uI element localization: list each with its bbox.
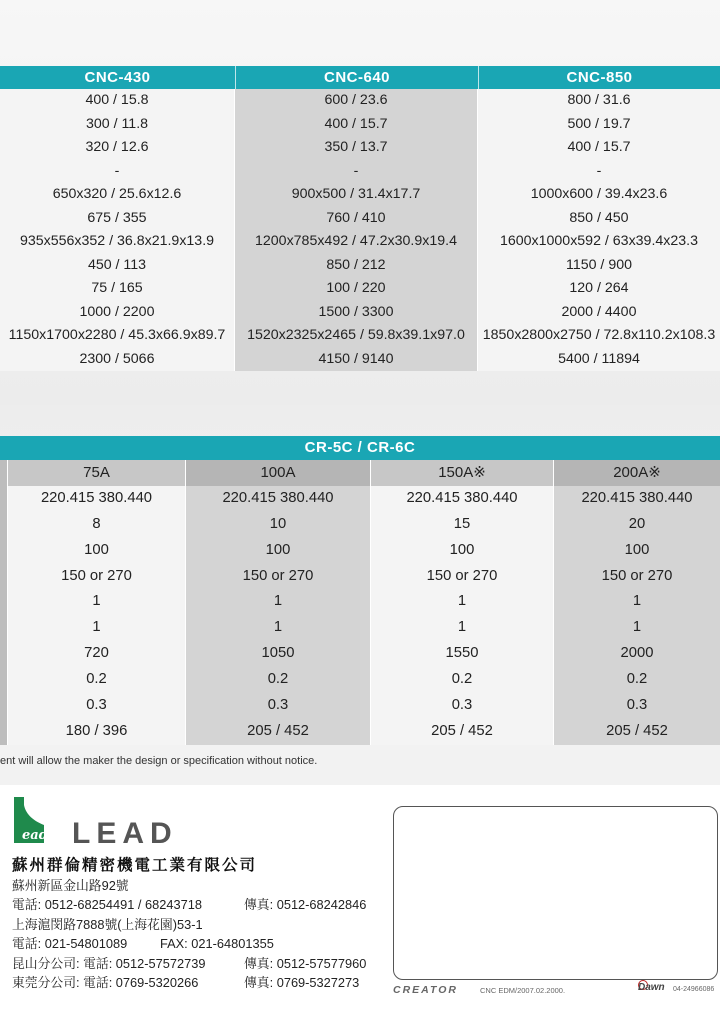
table-cell: 1 [8, 615, 186, 641]
table-cell: 75 / 165 [0, 277, 235, 301]
table-cell: 100 [554, 538, 720, 564]
row-stub [0, 486, 8, 512]
table-cell: 220.415 380.440 [554, 486, 720, 512]
table-row [0, 160, 720, 184]
table-row [0, 693, 720, 719]
dawn-label: Dawn [638, 982, 665, 993]
row-stub [0, 589, 8, 615]
table-cell: 220.415 380.440 [8, 486, 186, 512]
table-cell: 1 [371, 615, 554, 641]
table-cell: 720 [8, 641, 186, 667]
suzhou-address: 蘇州新區金山路92號 [12, 878, 129, 893]
amperage-header-row [0, 460, 720, 486]
table-cell: 1050 [186, 641, 371, 667]
table-row [0, 615, 720, 641]
table-cell: 1 [8, 589, 186, 615]
table-cell: 220.415 380.440 [371, 486, 554, 512]
disclaimer-note: ent will allow the maker the design or specification without notice. [0, 755, 318, 767]
table-cell: 1520x2325x2465 / 59.8x39.1x97.0 [235, 324, 478, 348]
table-cell: - [478, 160, 720, 184]
table-row [0, 113, 720, 137]
table-cell: 0.2 [8, 667, 186, 693]
table-cell: 675 / 355 [0, 207, 235, 231]
table-cell: 1850x2800x2750 / 72.8x110.2x108.3 [478, 324, 720, 348]
table-cell: 100 [371, 538, 554, 564]
table-cell: 15 [371, 512, 554, 538]
table-cell: 760 / 410 [235, 207, 478, 231]
dongguan-phone: 東莞分公司: 電話: 0769-5320266 [12, 975, 199, 991]
table-cell: 100 [8, 538, 186, 564]
table-cell: 20 [554, 512, 720, 538]
table-row [0, 564, 720, 590]
table-cell: 600 / 23.6 [235, 89, 478, 113]
table-cell: 4150 / 9140 [235, 348, 478, 372]
row-stub [0, 460, 8, 486]
kunshan-fax: 傳真: 0512-57577960 [244, 955, 367, 971]
creator-label: CREATOR [393, 984, 458, 996]
power-supply-title: CR-5C / CR-6C [0, 436, 720, 460]
table-cell: 400 / 15.8 [0, 89, 235, 113]
model-header-cell: CNC-430 [84, 69, 151, 86]
power-supply-table [0, 436, 720, 745]
row-stub [0, 719, 8, 745]
contact-info [12, 876, 366, 992]
table-cell: 500 / 19.7 [478, 113, 720, 137]
row-stub [0, 538, 8, 564]
table-cell: 350 / 13.7 [235, 136, 478, 160]
table-cell: 150 or 270 [8, 564, 186, 590]
company-name: 蘇州群倫精密機電工業有限公司 [12, 857, 258, 874]
table-cell: 150 or 270 [371, 564, 554, 590]
shanghai-address: 上海滬閔路7888號(上海花園)53-1 [12, 916, 203, 932]
table-cell: 205 / 452 [186, 719, 371, 745]
table-row [0, 277, 720, 301]
edm-code: CNC EDM/2007.02.2000. [480, 986, 566, 995]
table-cell: 150 or 270 [186, 564, 371, 590]
table-row [0, 512, 720, 538]
shanghai-fax: FAX: 021-64801355 [160, 936, 274, 952]
table-row [0, 183, 720, 207]
table-row [0, 719, 720, 745]
table-cell: 935x556x352 / 36.8x21.9x13.9 [0, 230, 235, 254]
table-cell: 650x320 / 25.6x12.6 [0, 183, 235, 207]
table-cell: 1600x1000x592 / 63x39.4x23.3 [478, 230, 720, 254]
logo-text: LEAD [72, 817, 178, 848]
table-cell: 400 / 15.7 [235, 113, 478, 137]
kunshan-phone: 昆山分公司: 電話: 0512-57572739 [12, 955, 206, 971]
model-header-cell: CNC-850 [478, 66, 720, 89]
table-cell: 1 [371, 589, 554, 615]
table-row [0, 136, 720, 160]
table-cell: 1 [186, 615, 371, 641]
table-row [0, 538, 720, 564]
table-cell: 0.2 [186, 667, 371, 693]
table-cell: 0.2 [554, 667, 720, 693]
table-cell: 0.3 [371, 693, 554, 719]
amperage-header-cell: 100A [186, 460, 371, 486]
table-cell: 850 / 450 [478, 207, 720, 231]
model-header-cell: CNC-640 [235, 66, 478, 89]
cnc-model-header-row [0, 66, 720, 89]
table-row [0, 486, 720, 512]
table-cell: 2000 [554, 641, 720, 667]
row-stub [0, 667, 8, 693]
suzhou-fax: 傳真: 0512-68242846 [244, 897, 367, 913]
table-cell: 800 / 31.6 [478, 89, 720, 113]
amperage-header-cell: 150A※ [371, 460, 554, 486]
row-stub [0, 512, 8, 538]
table-row [0, 89, 720, 113]
table-row [0, 254, 720, 278]
lead-logo [12, 793, 242, 848]
table-cell: 120 / 264 [478, 277, 720, 301]
table-cell: 1000x600 / 39.4x23.6 [478, 183, 720, 207]
dawn-phone: 04-24966086 [673, 986, 715, 993]
table-cell: 300 / 11.8 [0, 113, 235, 137]
dongguan-fax: 傳真: 0769-5327273 [244, 975, 360, 991]
table-cell: 0.3 [8, 693, 186, 719]
table-row [0, 324, 720, 348]
table-cell: 100 [186, 538, 371, 564]
table-cell: 150 or 270 [554, 564, 720, 590]
table-cell: 1200x785x492 / 47.2x30.9x19.4 [235, 230, 478, 254]
table-cell: 320 / 12.6 [0, 136, 235, 160]
table-cell: 400 / 15.7 [478, 136, 720, 160]
table-row [0, 207, 720, 231]
table-cell: 1000 / 2200 [0, 301, 235, 325]
cnc-spec-table [0, 66, 720, 371]
table-cell: 1500 / 3300 [235, 301, 478, 325]
table-row [0, 348, 720, 372]
table-cell: - [0, 160, 235, 184]
table-cell: 1150 / 900 [478, 254, 720, 278]
table-cell: 8 [8, 512, 186, 538]
table-cell: 0.2 [371, 667, 554, 693]
row-stub [0, 641, 8, 667]
dealer-stamp-box [393, 806, 718, 980]
shanghai-phone: 電話: 021-54801089 [12, 936, 128, 952]
table-cell: 850 / 212 [235, 254, 478, 278]
table-cell: - [235, 160, 478, 184]
table-cell: 450 / 113 [0, 254, 235, 278]
table-row [0, 230, 720, 254]
table-cell: 2300 / 5066 [0, 348, 235, 372]
table-cell: 900x500 / 31.4x17.7 [235, 183, 478, 207]
table-row [0, 641, 720, 667]
amperage-header-cell: 200A※ [554, 460, 720, 486]
table-row [0, 301, 720, 325]
table-cell: 100 / 220 [235, 277, 478, 301]
row-stub [0, 693, 8, 719]
suzhou-phone: 電話: 0512-68254491 / 68243718 [12, 897, 202, 913]
table-cell: 1 [554, 589, 720, 615]
table-cell: 205 / 452 [371, 719, 554, 745]
table-cell: 10 [186, 512, 371, 538]
table-cell: 1 [554, 615, 720, 641]
table-row [0, 589, 720, 615]
logo-mark-text: ead [22, 828, 48, 843]
table-cell: 0.3 [186, 693, 371, 719]
table-cell: 205 / 452 [554, 719, 720, 745]
table-cell: 1 [186, 589, 371, 615]
table-cell: 180 / 396 [8, 719, 186, 745]
table-cell: 0.3 [554, 693, 720, 719]
table-cell: 1550 [371, 641, 554, 667]
table-row [0, 667, 720, 693]
table-cell: 1150x1700x2280 / 45.3x66.9x89.7 [0, 324, 235, 348]
table-cell: 220.415 380.440 [186, 486, 371, 512]
table-cell: 2000 / 4400 [478, 301, 720, 325]
row-stub [0, 564, 8, 590]
row-stub [0, 615, 8, 641]
table-cell: 5400 / 11894 [478, 348, 720, 372]
amperage-header-cell: 75A [8, 460, 186, 486]
